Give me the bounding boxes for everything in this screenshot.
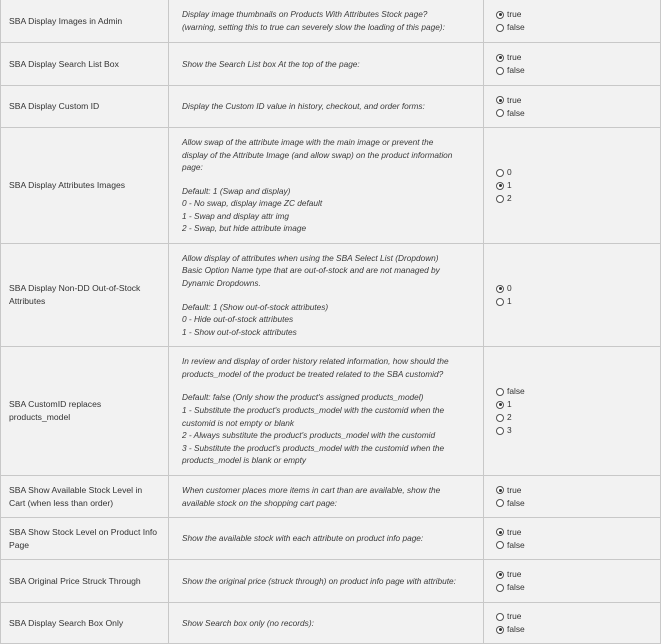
radio-option-1[interactable] [496,398,660,411]
description-line: Default: false (Only show the product's assigned products_model) [182,392,424,403]
description-line: Default: 1 (Swap and display) [182,185,291,196]
radio-option-false[interactable] [496,581,660,594]
description-line: Show the available stock with each attribute on product info page: [182,533,424,544]
radio-option-true[interactable] [496,94,660,107]
setting-options [484,560,661,603]
description-line: Basic Option Name type that are out-of-stock and are not managed by [182,265,440,276]
radio-label: 2 [507,193,512,203]
radio-unchecked-icon[interactable] [496,499,504,507]
radio-unchecked-icon[interactable] [496,298,504,306]
radio-unchecked-icon[interactable] [496,24,504,32]
radio-option-false[interactable] [496,107,660,120]
setting-options [484,518,661,560]
radio-unchecked-icon[interactable] [496,67,504,75]
radio-checked-icon[interactable] [496,11,504,19]
radio-label: false [507,65,525,75]
description-line: Display the Custom ID value in history, checkout, and order forms: [182,101,425,112]
radio-label: true [507,526,522,537]
description-line: Show the original price (struck through) on product info page with attribute: [182,575,456,586]
radio-label: 1 [507,180,512,190]
description-line: 1 - Substitute the product's products_model with the customid when the [182,404,445,415]
settings-rows [1,0,661,644]
setting-row [1,560,661,603]
description-line [182,380,475,391]
radio-label: false [507,624,525,634]
radio-unchecked-icon[interactable] [496,427,504,435]
radio-option-true[interactable] [496,568,660,581]
radio-option-false[interactable] [496,385,660,398]
radio-checked-icon[interactable] [496,182,504,190]
setting-options [484,603,661,644]
setting-name: SBA Display Attributes Images [1,128,169,244]
radio-label: true [507,52,522,62]
radio-checked-icon[interactable] [496,285,504,293]
radio-unchecked-icon[interactable] [496,541,504,549]
description-line: 1 - Show out-of-stock attributes [182,326,297,337]
radio-label: true [507,569,522,579]
setting-description [169,603,484,644]
description-line: Show Search box only (no records): [182,617,314,628]
radio-option-true[interactable] [496,610,660,623]
radio-checked-icon[interactable] [496,96,504,104]
radio-unchecked-icon[interactable] [496,613,504,621]
radio-option-2[interactable] [496,411,660,424]
description-line: products_model is blank or empty [182,455,307,466]
radio-unchecked-icon[interactable] [496,584,504,592]
radio-label: true [507,9,522,19]
radio-label: 0 [507,283,512,293]
setting-description [169,347,484,476]
description-line: customid is not empty or blank [182,417,295,428]
setting-name: SBA CustomID replaces products_model [1,347,169,476]
setting-description [169,0,484,43]
radio-label: false [507,22,525,32]
radio-label: true [507,611,522,621]
setting-description [169,43,484,86]
description-line: 2 - Swap, but hide attribute image [182,223,307,234]
radio-option-2[interactable] [496,192,660,205]
setting-options [484,476,661,518]
radio-label: 2 [507,412,512,422]
setting-description [169,518,484,560]
description-line: Allow swap of the attribute image with the main image or prevent the [182,136,434,147]
setting-name: SBA Display Search Box Only [1,603,169,644]
radio-option-true[interactable] [496,484,660,497]
setting-description [169,128,484,244]
setting-name: SBA Original Price Struck Through [1,560,169,603]
description-line: Allow display of attributes when using the SBA Select List (Dropdown) [182,252,439,263]
setting-options [484,86,661,128]
radio-unchecked-icon[interactable] [496,169,504,177]
description-line: products_model of the product be treated related to the SBA customid? [182,368,444,379]
radio-option-true[interactable] [496,51,660,64]
setting-options [484,128,661,244]
description-line: In review and display of order history related information, how should the [182,356,449,367]
radio-unchecked-icon[interactable] [496,109,504,117]
radio-label: false [507,386,525,396]
setting-name: SBA Show Available Stock Level in Cart (when less than order) [1,476,169,518]
radio-option-false[interactable] [496,21,660,34]
setting-row [1,476,661,518]
setting-description [169,476,484,518]
radio-label: 1 [507,399,512,409]
description-line: 0 - Hide out-of-stock attributes [182,314,294,325]
radio-label: true [507,484,522,495]
radio-option-false[interactable] [496,623,660,636]
description-line: 0 - No swap, display image ZC default [182,198,323,209]
radio-checked-icon[interactable] [496,401,504,409]
radio-unchecked-icon[interactable] [496,195,504,203]
description-line: (warning, setting this to true can severely slow the loading of this page): [182,22,445,32]
setting-row [1,86,661,128]
radio-checked-icon[interactable] [496,54,504,62]
description-line: 2 - Always substitute the product's products_model with the customid [182,430,436,441]
radio-option-false[interactable] [496,497,660,510]
setting-row [1,0,661,43]
radio-option-3[interactable] [496,424,660,437]
description-line [182,290,475,301]
radio-label: false [507,582,525,592]
radio-checked-icon[interactable] [496,528,504,536]
radio-label: false [507,107,525,118]
description-line: Default: 1 (Show out-of-stock attributes) [182,301,329,312]
description-line [182,174,475,185]
radio-label: 3 [507,425,512,435]
setting-row [1,244,661,347]
description-line: When customer places more items in cart than are available, show the [182,484,441,495]
description-line: Display image thumbnails on Products With Attributes Stock page? [182,9,428,20]
setting-row [1,43,661,86]
setting-name: SBA Display Custom ID [1,86,169,128]
setting-options [484,43,661,86]
radio-checked-icon[interactable] [496,486,504,494]
radio-unchecked-icon[interactable] [496,388,504,396]
setting-name: SBA Show Stock Level on Product Info Page [1,518,169,560]
setting-name: SBA Display Search List Box [1,43,169,86]
description-line: Show the Search List box At the top of the page: [182,58,360,69]
radio-checked-icon[interactable] [496,571,504,579]
setting-row [1,603,661,644]
description-line: page: [182,162,203,173]
setting-name: SBA Display Images in Admin [1,0,169,43]
radio-label: false [507,497,525,508]
setting-description [169,86,484,128]
radio-option-true[interactable] [496,526,660,539]
setting-description [169,560,484,603]
setting-options [484,347,661,476]
radio-unchecked-icon[interactable] [496,414,504,422]
description-line: 3 - Substitute the product's products_model with the customid when the [182,442,445,453]
radio-option-0[interactable] [496,282,660,295]
radio-option-false[interactable] [496,539,660,552]
setting-description [169,244,484,347]
setting-row [1,518,661,560]
radio-label: false [507,539,525,550]
radio-option-0[interactable] [496,166,660,179]
radio-option-1[interactable] [496,295,660,308]
radio-label: 1 [507,296,512,306]
description-line: 1 - Swap and display attr img [182,210,289,221]
radio-option-true[interactable] [496,8,660,21]
radio-checked-icon[interactable] [496,626,504,634]
description-line: display of the Attribute Image (and allow swap) on the product information [182,149,453,160]
radio-label: true [507,94,522,105]
description-line: available stock on the shopping cart page: [182,497,337,508]
radio-option-false[interactable] [496,64,660,77]
setting-options [484,0,661,43]
setting-options [484,244,661,347]
radio-label: 0 [507,167,512,177]
radio-option-1[interactable] [496,179,660,192]
setting-name: SBA Display Non-DD Out-of-Stock Attributes [1,244,169,347]
description-line: Dynamic Dropdowns. [182,277,261,288]
setting-row [1,128,661,244]
setting-row [1,347,661,476]
